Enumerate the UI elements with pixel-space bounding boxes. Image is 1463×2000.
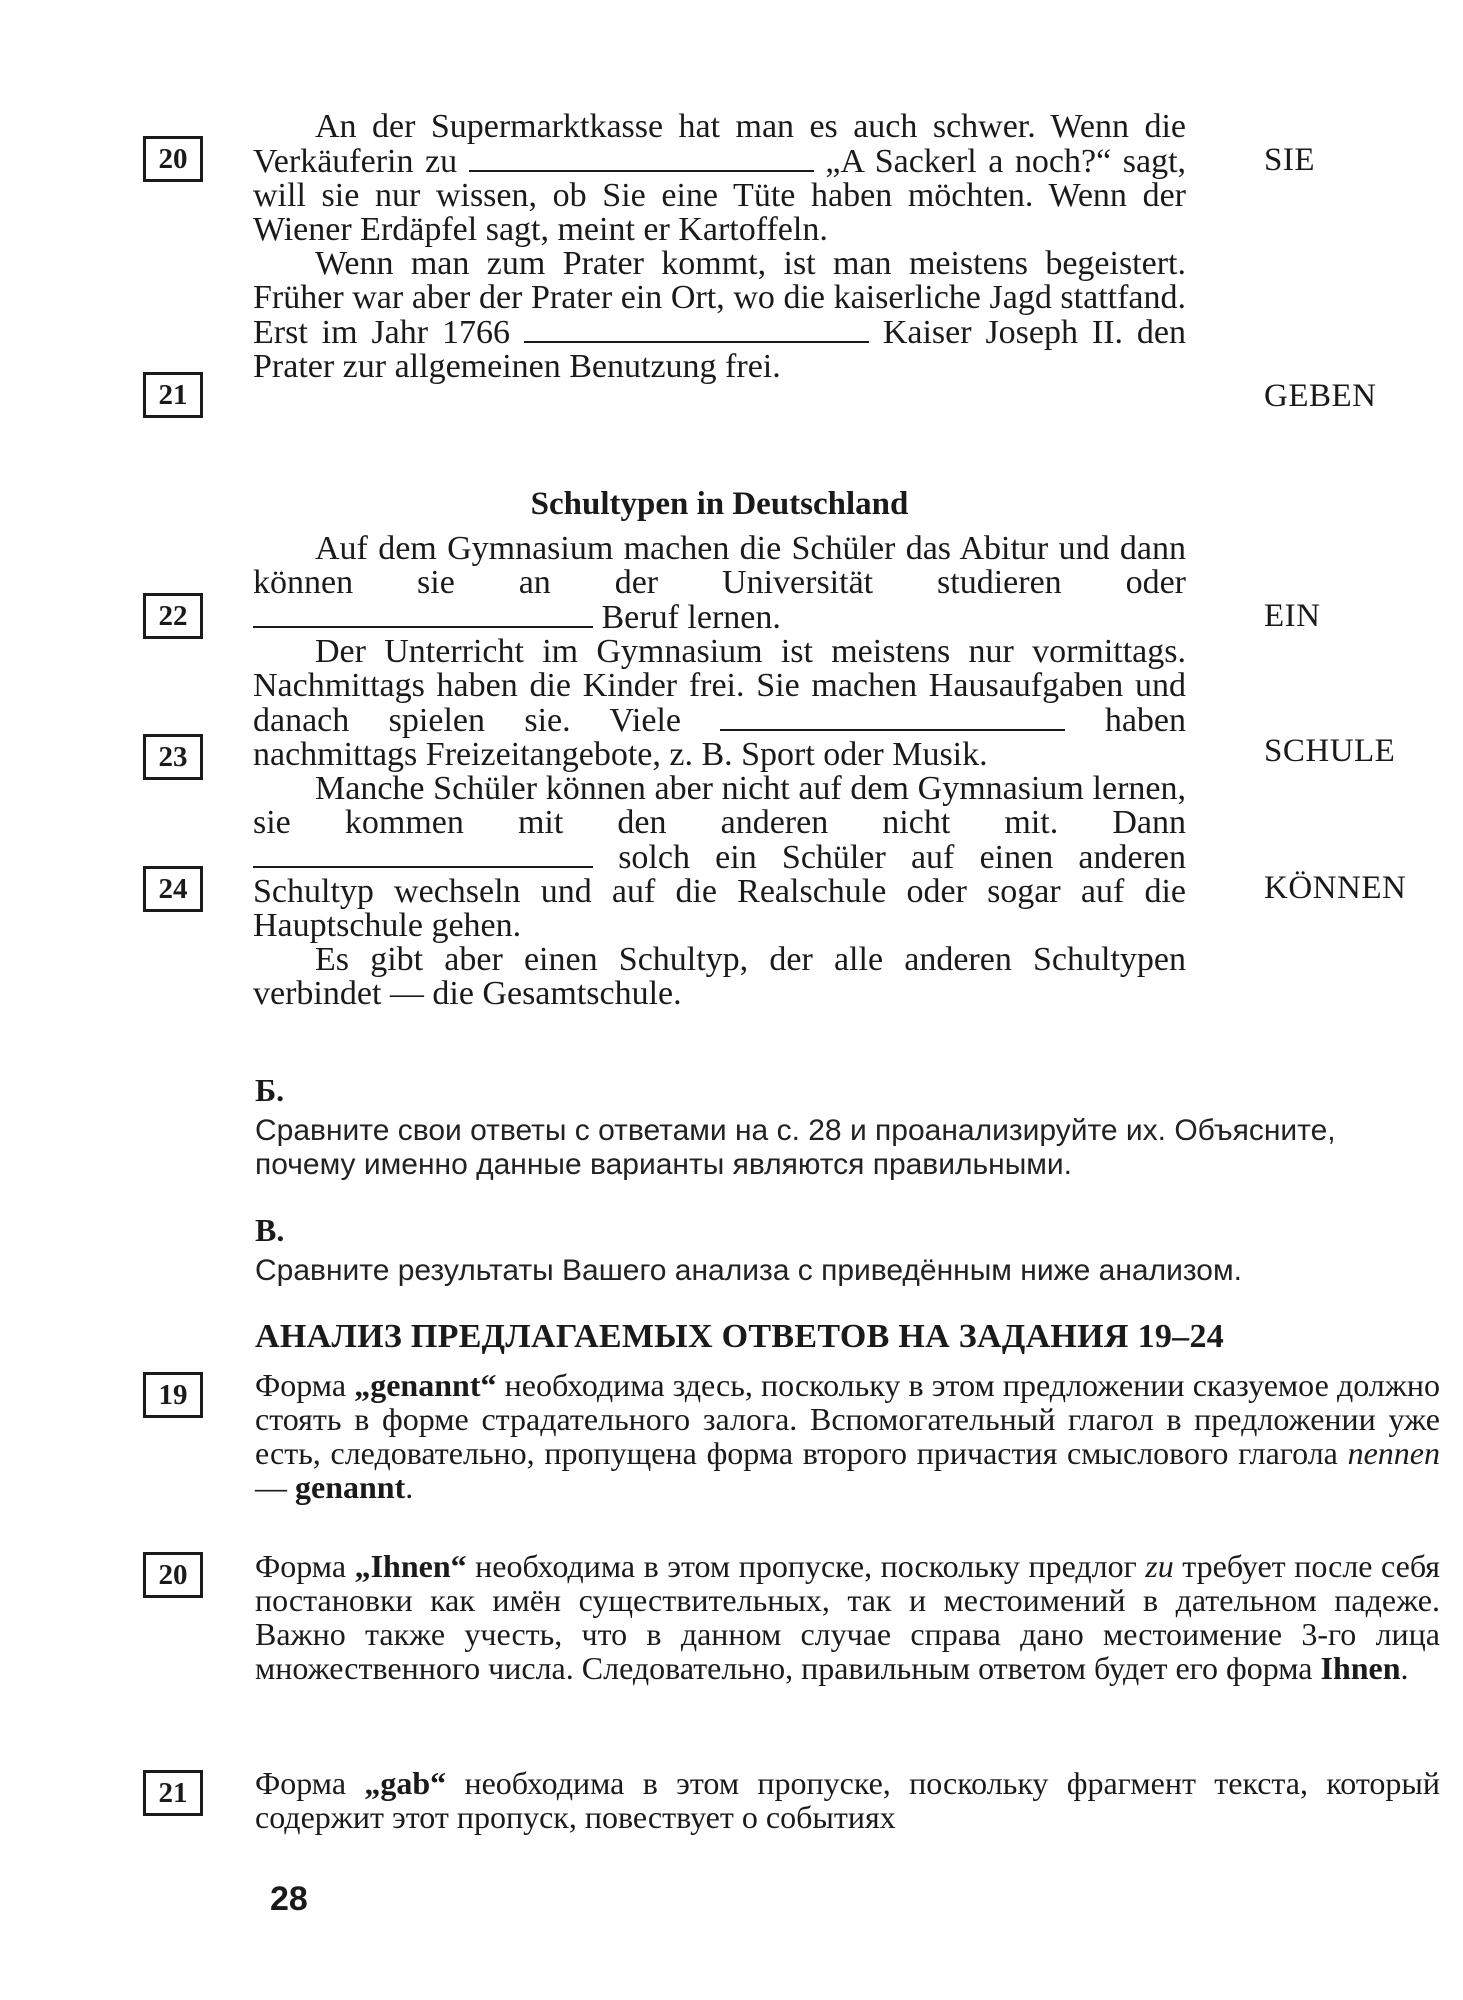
part-letter: Б. — [255, 1072, 285, 1108]
section-title: Schultypen in Deutschland — [530, 486, 909, 522]
paragraph — [253, 635, 1186, 772]
answer-form: Ihnen — [1320, 1650, 1401, 1686]
part-letter: В. — [255, 1212, 285, 1248]
answer-form: „gab“ — [364, 1765, 447, 1801]
text-span: Beruf lernen. — [601, 599, 781, 636]
answer-blank[interactable] — [720, 703, 1065, 731]
task-number-box: 20 — [143, 136, 203, 182]
paragraph — [255, 1368, 1440, 1504]
text-span: Форма — [255, 1548, 355, 1584]
text-span: . — [1400, 1650, 1409, 1686]
answer-form: genannt — [295, 1469, 406, 1505]
analysis-item — [255, 1766, 1440, 1834]
task-number-box: 21 — [143, 372, 203, 418]
task-number-box: 20 — [143, 1552, 203, 1598]
text-span: Kaiser Joseph II. den Prater zur allgemeinen Benutzung frei. — [253, 314, 1187, 385]
text-span: haben nachmittags Freizeitangebote, z. B. Sport oder Musik. — [253, 702, 1187, 773]
paragraph — [255, 1549, 1440, 1685]
text-span: solch ein Schüler auf einen anderen Schultyp wechseln und auf die Realschule oder sogar auf die Hauptschule gehen. — [253, 839, 1186, 944]
page-number: 28 — [270, 1880, 308, 1918]
text-span: необходима здесь, поскольку в этом предложении сказуемое должно стоять в форме страдательного залога. Вспомогательный глагол в предложении уже есть, следовательно, пропущена форма второго причастия смыслового глагола — [255, 1367, 1441, 1471]
answer-blank[interactable] — [469, 144, 814, 172]
german-text-vienna — [253, 110, 1186, 384]
paragraph — [253, 247, 1186, 384]
german-text-schools — [253, 532, 1186, 1011]
text-span: „A Sackerl a noch?“ sagt, will sie nur wissen, ob Sie eine Tüte haben möchten. Wenn der Wiener Erdäpfel sagt, meint er Kartoffeln. — [253, 143, 1187, 248]
keyword: GEBEN — [1264, 378, 1377, 414]
instruction-text: Сравните результаты Вашего анализа с приведённым ниже анализом. — [255, 1254, 1242, 1287]
paragraph: Es gibt aber einen Schultyp, der alle anderen Schultypen verbindet — die Gesamtschule. — [253, 941, 1186, 1012]
task-number-box: 21 — [143, 1770, 203, 1816]
task-number-box: 19 — [143, 1372, 203, 1418]
text-span: — — [255, 1469, 295, 1505]
task-number-box: 24 — [143, 866, 203, 912]
analysis-title: АНАЛИЗ ПРЕДЛАГАЕМЫХ ОТВЕТОВ НА ЗАДАНИЯ 19–24 — [255, 1318, 1225, 1355]
text-span: требует после себя постановки как имён существительных, так и местоимений в дательном падеже. Важно также учесть, что в данном случае справа дано местоимение 3-го лица множественного числа. Следовательно, правильным ответом будет его форма — [255, 1548, 1441, 1686]
italic-term: nennen — [1347, 1435, 1440, 1471]
text-span: Форма — [255, 1765, 365, 1801]
keyword: SCHULE — [1264, 733, 1396, 769]
text-span: Der Unterricht im Gymnasium ist meistens nur vormittags. Nachmittags haben die Kinder frei. Sie machen Hausaufgaben und danach spielen sie. Viele — [253, 633, 1186, 739]
answer-blank[interactable] — [524, 315, 869, 343]
keyword: KÖNNEN — [1264, 870, 1407, 906]
text-span: Форма — [255, 1367, 355, 1403]
answer-form: „Ihnen“ — [354, 1548, 467, 1584]
text-span: необходима в этом пропуске, поскольку предлог — [466, 1548, 1146, 1584]
text-span: необходима в этом пропуске, поскольку фрагмент текста, который содержит этот пропуск, повествует о событиях — [255, 1765, 1441, 1835]
paragraph — [255, 1766, 1440, 1834]
paragraph — [253, 110, 1186, 247]
task-number-box: 22 — [143, 593, 203, 639]
analysis-item — [255, 1368, 1440, 1504]
paragraph — [253, 532, 1186, 635]
text-span: An der Supermarktkasse hat man es auch schwer. Wenn die Verkäuferin zu — [253, 108, 1186, 180]
paragraph — [253, 772, 1186, 943]
italic-term: zu — [1145, 1548, 1174, 1584]
answer-form: „genannt“ — [354, 1367, 497, 1403]
answer-blank[interactable] — [253, 600, 593, 628]
text-span: Auf dem Gymnasium machen die Schüler das Abitur und dann können sie an der Universität studieren oder — [253, 530, 1186, 601]
text-span: . — [405, 1469, 414, 1505]
analysis-item — [255, 1549, 1440, 1685]
task-number-box: 23 — [143, 734, 203, 780]
text-span: Wenn man zum Prater kommt, ist man meistens begeistert. Früher war aber der Prater ein Ort, wo die kaiserliche Jagd stattfand. Erst im Jahr 1766 — [253, 245, 1186, 351]
answer-blank[interactable] — [253, 840, 593, 868]
keyword: SIE — [1264, 142, 1315, 178]
instruction-text: Сравните свои ответы с ответами на с. 28 и проанализируйте их. Объясните, почему именно данные варианты являются правильными. — [255, 1114, 1336, 1181]
text-span: Manche Schüler können aber nicht auf dem Gymnasium lernen, sie kommen mit den anderen nicht mit. Dann — [253, 770, 1186, 841]
keyword: EIN — [1264, 598, 1321, 634]
